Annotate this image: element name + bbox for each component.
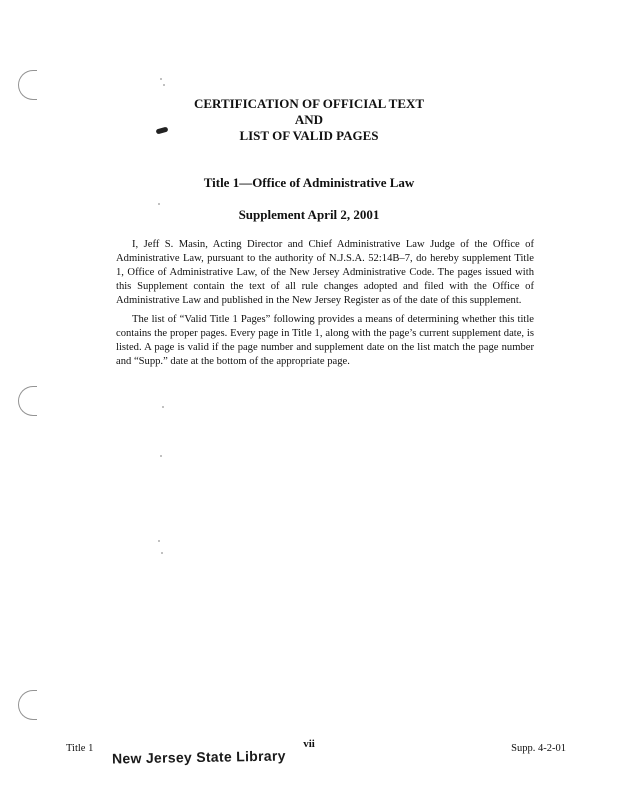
title-heading: Title 1—Office of Administrative Law	[203, 175, 415, 190]
footer-page-number: vii	[303, 738, 315, 750]
binder-hole-mark	[18, 386, 37, 416]
scan-speck	[160, 455, 162, 457]
valid-pages-paragraph: The list of “Valid Title 1 Pages” following provides a means of determining whether this title contains the proper pages. Every page in Title 1, along with the page’s current supplement date, is listed. A page is valid if the page number and supplement date on the list match the page number and “Supp.” date at the bottom of the appropriate page.	[116, 314, 534, 367]
scan-speck	[158, 203, 160, 205]
document-header	[0, 96, 618, 144]
header-line-2: AND	[294, 112, 324, 127]
scan-speck	[160, 78, 162, 80]
certification-paragraph: I, Jeff S. Masin, Acting Director and Chief Administrative Law Judge of the Office of Administrative Law, pursuant to the authority of N.J.S.A. 52:14B–7, do hereby supplement Title 1, Office of Administrative Law, of the New Jersey Administrative Code. The pages issued with this Supplement contain the text of all rule changes adopted and filed with the Office of Administrative Law and published in the New Jersey Register as of the date of this supplement.	[116, 239, 534, 306]
header-line-3: LIST OF VALID PAGES	[239, 128, 379, 143]
scan-speck	[162, 406, 164, 408]
scan-speck	[163, 84, 165, 86]
scan-speck	[161, 552, 163, 554]
library-stamp: New Jersey State Library	[111, 747, 286, 767]
footer-title: Title 1	[66, 743, 94, 754]
footer-supplement-date: Supp. 4-2-01	[511, 743, 566, 754]
supplement-date-heading: Supplement April 2, 2001	[238, 207, 380, 222]
scan-speck	[158, 540, 160, 542]
header-line-1: CERTIFICATION OF OFFICIAL TEXT	[193, 96, 425, 111]
binder-hole-mark	[18, 690, 37, 720]
